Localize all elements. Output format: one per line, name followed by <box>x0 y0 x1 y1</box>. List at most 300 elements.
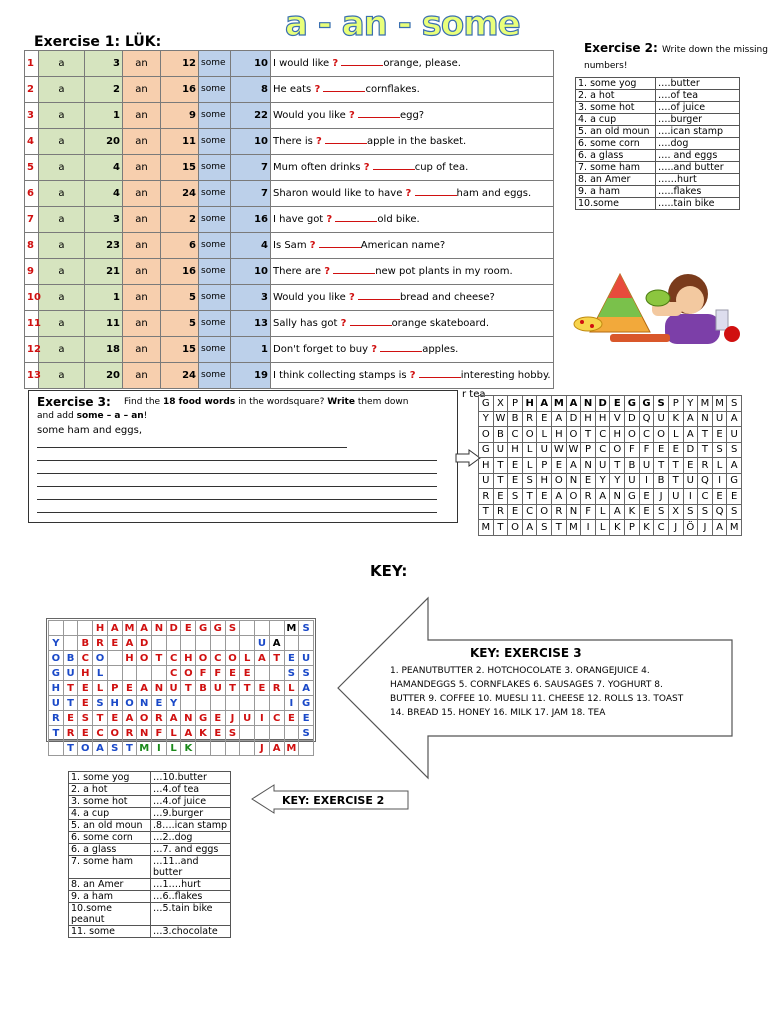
letter-cell[interactable]: R <box>493 504 508 520</box>
letter-cell[interactable]: H <box>581 411 596 427</box>
letter-cell[interactable]: I <box>712 473 727 489</box>
letter-cell[interactable]: P <box>537 458 552 474</box>
letter-cell[interactable]: U <box>479 473 494 489</box>
letter-cell[interactable]: T <box>552 520 567 536</box>
word-end[interactable]: …..and butter <box>656 162 740 174</box>
letter-cell[interactable]: O <box>625 427 640 443</box>
letter-cell[interactable]: O <box>610 442 625 458</box>
letter-cell[interactable]: L <box>522 442 537 458</box>
letter-cell[interactable]: S <box>508 489 523 505</box>
letter-cell[interactable]: P <box>581 442 596 458</box>
sentence-start: I think collecting stamps is <box>273 370 407 381</box>
letter-cell[interactable]: Y <box>610 473 625 489</box>
letter-cell[interactable]: W <box>566 442 581 458</box>
letter-cell[interactable]: X <box>493 396 508 412</box>
answer-blank[interactable] <box>415 188 457 196</box>
word-end[interactable]: ….burger <box>656 114 740 126</box>
letter-cell[interactable]: L <box>522 458 537 474</box>
letter-cell[interactable]: H <box>508 442 523 458</box>
letter-cell[interactable]: E <box>552 458 567 474</box>
word-end[interactable]: ….ican stamp <box>656 126 740 138</box>
letter-cell[interactable]: M <box>479 520 494 536</box>
letter-cell[interactable]: T <box>522 489 537 505</box>
letter-cell[interactable]: B <box>625 458 640 474</box>
letter-cell[interactable]: E <box>508 504 523 520</box>
answer-line[interactable] <box>37 512 437 513</box>
answer-blank[interactable] <box>373 162 415 170</box>
letter-cell[interactable]: U <box>668 489 683 505</box>
option-a-number: 3 <box>85 207 123 233</box>
letter-cell[interactable]: U <box>639 458 654 474</box>
word-end[interactable]: …..flakes <box>656 186 740 198</box>
letter-cell[interactable]: X <box>668 504 683 520</box>
word-end[interactable]: …3.chocolate <box>151 926 231 938</box>
letter-cell[interactable]: A <box>537 396 552 412</box>
key-letter-cell: L <box>284 681 299 696</box>
letter-cell[interactable]: D <box>595 396 610 412</box>
sentence-end: apple in the basket. <box>367 136 467 147</box>
answer-blank[interactable] <box>419 370 461 378</box>
letter-cell[interactable]: C <box>654 520 669 536</box>
letter-cell[interactable]: T <box>493 473 508 489</box>
word-end[interactable]: …. and eggs <box>656 150 740 162</box>
letter-cell[interactable]: H <box>479 458 494 474</box>
letter-cell[interactable]: H <box>595 411 610 427</box>
key-letter-cell <box>152 666 167 681</box>
sentence-end: interesting hobby. <box>460 370 551 381</box>
letter-cell[interactable]: W <box>552 442 567 458</box>
option-a-number: 2 <box>85 77 123 103</box>
exercise2-instruction: Write down the missing numbers! <box>584 45 768 71</box>
letter-cell[interactable]: N <box>698 411 713 427</box>
letter-cell[interactable]: M <box>698 396 713 412</box>
letter-cell[interactable]: A <box>566 396 581 412</box>
key-letter-cell: S <box>225 621 240 636</box>
letter-cell[interactable]: F <box>581 504 596 520</box>
option-an-number: 5 <box>161 311 199 337</box>
letter-cell[interactable]: K <box>610 520 625 536</box>
exercise1-row <box>25 155 554 181</box>
word-start: 6. some corn <box>69 832 151 844</box>
key-letter-cell: R <box>93 636 108 651</box>
wordsearch-row <box>479 489 742 505</box>
letter-cell[interactable]: J <box>668 520 683 536</box>
letter-cell[interactable]: O <box>552 473 567 489</box>
key-letter-cell: S <box>225 726 240 741</box>
letter-cell[interactable]: E <box>508 473 523 489</box>
key-letter-cell: G <box>299 696 314 711</box>
key-letter-cell <box>299 741 314 756</box>
letter-cell[interactable]: C <box>595 427 610 443</box>
option-an: an <box>123 155 161 181</box>
pair-row <box>69 856 231 879</box>
answer-blank[interactable] <box>325 136 367 144</box>
letter-cell[interactable]: O <box>566 489 581 505</box>
letter-cell[interactable]: A <box>522 520 537 536</box>
letter-cell[interactable]: I <box>683 489 698 505</box>
letter-cell[interactable]: D <box>683 442 698 458</box>
letter-cell[interactable]: U <box>537 442 552 458</box>
exercise1-row <box>25 181 554 207</box>
letter-cell[interactable]: T <box>698 427 713 443</box>
letter-cell[interactable]: U <box>683 473 698 489</box>
letter-cell[interactable]: A <box>552 411 567 427</box>
word-end[interactable]: …5.tain bike <box>151 903 231 926</box>
letter-cell[interactable]: G <box>639 396 654 412</box>
letter-cell[interactable]: O <box>508 520 523 536</box>
option-some-number: 19 <box>231 363 271 389</box>
letter-cell[interactable]: T <box>668 458 683 474</box>
row-number: 5 <box>25 155 39 181</box>
answer-blank[interactable] <box>319 240 361 248</box>
letter-cell[interactable]: S <box>698 504 713 520</box>
letter-cell[interactable]: P <box>625 520 640 536</box>
answer-blank[interactable] <box>323 84 365 92</box>
letter-cell[interactable]: I <box>639 473 654 489</box>
letter-cell[interactable]: I <box>581 520 596 536</box>
word-end[interactable]: …1….hurt <box>151 879 231 891</box>
answer-blank[interactable] <box>335 214 377 222</box>
letter-cell[interactable]: T <box>581 427 596 443</box>
word-end[interactable]: …11..and butter <box>151 856 231 879</box>
letter-cell[interactable]: D <box>625 411 640 427</box>
answer-blank[interactable] <box>350 318 392 326</box>
letter-cell[interactable]: L <box>595 520 610 536</box>
exercise1-row <box>25 51 554 77</box>
letter-cell[interactable]: T <box>493 520 508 536</box>
letter-cell[interactable]: B <box>493 427 508 443</box>
key-letter-cell <box>269 621 284 636</box>
key-letter-cell <box>196 696 211 711</box>
letter-cell[interactable]: R <box>552 504 567 520</box>
letter-cell[interactable]: D <box>566 411 581 427</box>
sentence-end: ham and eggs. <box>456 188 532 199</box>
key-letter-cell <box>107 651 122 666</box>
letter-cell[interactable]: E <box>668 442 683 458</box>
letter-cell[interactable]: S <box>654 396 669 412</box>
word-end[interactable]: .8….ican stamp <box>151 820 231 832</box>
letter-cell[interactable]: O <box>654 427 669 443</box>
letter-cell[interactable]: O <box>566 427 581 443</box>
key-letter-cell: O <box>196 651 211 666</box>
letter-cell[interactable]: E <box>610 396 625 412</box>
letter-cell[interactable]: S <box>727 504 742 520</box>
letter-cell[interactable]: C <box>698 489 713 505</box>
letter-cell[interactable]: G <box>625 396 640 412</box>
letter-cell[interactable]: H <box>522 396 537 412</box>
letter-cell[interactable]: J <box>698 520 713 536</box>
word-end[interactable]: …..tain bike <box>656 198 740 210</box>
key-letter-cell: N <box>137 726 152 741</box>
option-an: an <box>123 129 161 155</box>
letter-cell[interactable]: M <box>566 520 581 536</box>
letter-cell[interactable]: U <box>654 411 669 427</box>
option-an: an <box>123 103 161 129</box>
letter-cell[interactable]: A <box>712 520 727 536</box>
option-an-number: 12 <box>161 51 199 77</box>
letter-cell[interactable]: L <box>668 427 683 443</box>
exercise3-instruction <box>124 397 409 407</box>
letter-cell[interactable]: S <box>712 442 727 458</box>
key-letter-cell: A <box>122 636 137 651</box>
letter-cell[interactable]: T <box>668 473 683 489</box>
letter-cell[interactable]: H <box>552 427 567 443</box>
letter-cell[interactable]: R <box>698 458 713 474</box>
pair-row <box>576 162 740 174</box>
letter-cell[interactable]: E <box>493 489 508 505</box>
letter-cell[interactable]: Q <box>712 504 727 520</box>
key-letter-cell: E <box>284 651 299 666</box>
answer-blank[interactable] <box>358 292 400 300</box>
key-letter-cell: M <box>284 621 299 636</box>
option-some: some <box>199 363 231 389</box>
sentence <box>271 233 554 259</box>
wordsearch-row <box>479 411 742 427</box>
sentence-end: orange skateboard. <box>391 318 490 329</box>
letter-cell[interactable]: Q <box>639 411 654 427</box>
letter-cell[interactable]: L <box>595 504 610 520</box>
letter-cell[interactable]: R <box>581 489 596 505</box>
key-exercise3-answers: 1. PEANUTBUTTER 2. HOTCHOCOLATE 3. ORANGEJUICE 4. HAMANDEGGS 5. CORNFLAKES 6. SAUSAGES 7. YOGHURT 8. BUTTER 9. COFFEE 10. MUESLI 11. CHEESE 12. ROLLS 13. TOAST 14. BREAD 15. HONEY 16. MILK 17. JAM 18. TEA <box>390 666 684 718</box>
letter-cell[interactable]: J <box>654 489 669 505</box>
exercise1-row <box>25 285 554 311</box>
option-an: an <box>123 337 161 363</box>
letter-cell[interactable]: N <box>610 489 625 505</box>
key-letter-cell: O <box>181 666 196 681</box>
answer-line[interactable] <box>37 499 437 500</box>
letter-cell[interactable]: E <box>639 489 654 505</box>
option-an: an <box>123 207 161 233</box>
word-end[interactable]: …6..flakes <box>151 891 231 903</box>
letter-cell[interactable]: N <box>581 458 596 474</box>
letter-cell[interactable]: A <box>610 504 625 520</box>
letter-cell[interactable]: B <box>508 411 523 427</box>
letter-cell[interactable]: G <box>479 442 494 458</box>
option-an: an <box>123 285 161 311</box>
key-letter-cell: M <box>122 621 137 636</box>
letter-cell[interactable]: E <box>537 489 552 505</box>
letter-cell[interactable]: A <box>566 458 581 474</box>
key-letter-cell <box>181 696 196 711</box>
option-a: a <box>39 363 85 389</box>
letter-cell[interactable]: K <box>625 504 640 520</box>
key-grid-row <box>49 666 314 681</box>
key-letter-cell: A <box>166 711 181 726</box>
answer-blank[interactable] <box>333 266 375 274</box>
key-letter-cell <box>225 636 240 651</box>
word-start: 5. an old moun <box>576 126 656 138</box>
letter-cell[interactable]: C <box>595 442 610 458</box>
letter-cell[interactable]: Ö <box>683 520 698 536</box>
letter-cell[interactable]: R <box>522 411 537 427</box>
letter-cell[interactable]: S <box>522 473 537 489</box>
instr-part: 18 food words <box>162 397 236 407</box>
pair-row <box>69 891 231 903</box>
word-start: 1. some yog <box>576 78 656 90</box>
option-a: a <box>39 337 85 363</box>
key-letter-cell: L <box>93 681 108 696</box>
letter-cell[interactable]: S <box>683 504 698 520</box>
word-end[interactable]: …7. and eggs <box>151 844 231 856</box>
wordsearch-row <box>479 427 742 443</box>
key-letter-cell: F <box>196 666 211 681</box>
letter-cell[interactable]: F <box>639 442 654 458</box>
letter-cell[interactable]: Q <box>698 473 713 489</box>
letter-cell[interactable]: T <box>654 458 669 474</box>
answer-line[interactable] <box>37 460 437 461</box>
letter-cell[interactable]: U <box>625 473 640 489</box>
option-an-number: 6 <box>161 233 199 259</box>
letter-cell[interactable]: H <box>537 473 552 489</box>
word-start: 2. a hot <box>69 784 151 796</box>
letter-cell[interactable]: E <box>537 411 552 427</box>
letter-cell[interactable]: Y <box>683 396 698 412</box>
letter-cell[interactable]: S <box>537 520 552 536</box>
sentence-start: Would you like <box>273 292 346 303</box>
letter-cell[interactable]: A <box>727 411 742 427</box>
letter-cell[interactable]: U <box>493 442 508 458</box>
letter-cell[interactable]: Y <box>479 411 494 427</box>
sentence <box>271 51 554 77</box>
exercise2-table <box>575 77 740 210</box>
letter-cell[interactable]: M <box>552 396 567 412</box>
letter-cell[interactable]: K <box>668 411 683 427</box>
overflow-text: r tea <box>462 389 486 400</box>
letter-cell[interactable]: O <box>522 427 537 443</box>
row-number: 13 <box>25 363 39 389</box>
letter-cell[interactable]: A <box>683 411 698 427</box>
letter-cell[interactable]: L <box>712 458 727 474</box>
key-letter-cell: E <box>78 696 93 711</box>
pair-row <box>69 832 231 844</box>
letter-cell[interactable]: M <box>727 520 742 536</box>
word-end[interactable]: ….dog <box>656 138 740 150</box>
key-letter-cell: O <box>137 651 152 666</box>
letter-cell[interactable]: W <box>493 411 508 427</box>
key-letter-cell: I <box>152 741 167 756</box>
word-start: 7. some ham <box>69 856 151 879</box>
key-grid-row <box>49 711 314 726</box>
letter-cell[interactable]: E <box>683 458 698 474</box>
option-a-number: 1 <box>85 103 123 129</box>
letter-cell[interactable]: U <box>595 458 610 474</box>
letter-cell[interactable]: N <box>581 396 596 412</box>
sentence-end: apples. <box>422 344 459 355</box>
letter-cell[interactable]: T <box>698 442 713 458</box>
letter-cell[interactable]: E <box>581 473 596 489</box>
option-some: some <box>199 285 231 311</box>
letter-cell[interactable]: U <box>712 411 727 427</box>
letter-cell[interactable]: P <box>668 396 683 412</box>
letter-cell[interactable]: E <box>727 489 742 505</box>
letter-cell[interactable]: S <box>654 504 669 520</box>
sentence-start: Mum often drinks <box>273 162 361 173</box>
letter-cell[interactable]: V <box>610 411 625 427</box>
letter-cell[interactable]: M <box>712 396 727 412</box>
option-some-number: 16 <box>231 207 271 233</box>
letter-cell[interactable]: L <box>537 427 552 443</box>
letter-cell[interactable]: S <box>727 442 742 458</box>
option-a-number: 18 <box>85 337 123 363</box>
key-letter-cell: S <box>78 711 93 726</box>
letter-cell[interactable]: C <box>639 427 654 443</box>
word-end[interactable]: …2..dog <box>151 832 231 844</box>
exercise1-row <box>25 363 554 389</box>
key-letter-cell: G <box>210 621 225 636</box>
word-end[interactable]: ….butter <box>656 78 740 90</box>
sentence <box>271 207 554 233</box>
letter-cell[interactable]: G <box>479 396 494 412</box>
word-end[interactable]: …9.burger <box>151 808 231 820</box>
letter-cell[interactable]: N <box>566 504 581 520</box>
answer-line[interactable] <box>37 473 437 474</box>
answer-blank[interactable] <box>358 110 400 118</box>
letter-cell[interactable]: S <box>727 396 742 412</box>
key-grid-row <box>49 651 314 666</box>
letter-cell[interactable]: T <box>479 504 494 520</box>
letter-cell[interactable]: C <box>508 427 523 443</box>
letter-cell[interactable]: E <box>712 489 727 505</box>
question-mark: ? <box>332 58 339 69</box>
letter-cell[interactable]: Y <box>595 473 610 489</box>
answer-blank[interactable] <box>341 58 383 66</box>
letter-cell[interactable]: G <box>727 473 742 489</box>
option-some-number: 3 <box>231 285 271 311</box>
letter-cell[interactable]: R <box>479 489 494 505</box>
sentence <box>271 155 554 181</box>
letter-cell[interactable]: A <box>595 489 610 505</box>
letter-cell[interactable]: T <box>610 458 625 474</box>
letter-cell[interactable]: A <box>683 427 698 443</box>
letter-cell[interactable]: F <box>625 442 640 458</box>
letter-cell[interactable]: T <box>493 458 508 474</box>
instr-part: ! <box>143 411 148 421</box>
letter-cell[interactable]: G <box>625 489 640 505</box>
letter-cell[interactable]: A <box>727 458 742 474</box>
letter-cell[interactable]: E <box>712 427 727 443</box>
word-end[interactable]: ….of juice <box>656 102 740 114</box>
letter-cell[interactable]: K <box>639 520 654 536</box>
answer-line[interactable] <box>37 447 347 448</box>
word-end[interactable]: …10.butter <box>151 772 231 784</box>
letter-cell[interactable]: O <box>479 427 494 443</box>
word-end[interactable]: …4.of juice <box>151 796 231 808</box>
word-end[interactable]: ……hurt <box>656 174 740 186</box>
letter-cell[interactable]: N <box>566 473 581 489</box>
letter-cell[interactable]: O <box>537 504 552 520</box>
letter-cell[interactable]: E <box>639 504 654 520</box>
answer-blank[interactable] <box>380 344 422 352</box>
letter-cell[interactable]: U <box>727 427 742 443</box>
key-letter-cell: R <box>152 711 167 726</box>
key-letter-cell: C <box>166 651 181 666</box>
letter-cell[interactable]: C <box>522 504 537 520</box>
letter-cell[interactable]: B <box>654 473 669 489</box>
answer-line[interactable] <box>37 486 437 487</box>
letter-cell[interactable]: A <box>552 489 567 505</box>
letter-cell[interactable]: E <box>508 458 523 474</box>
option-some-number: 7 <box>231 155 271 181</box>
sentence <box>271 259 554 285</box>
option-some: some <box>199 207 231 233</box>
pair-row <box>576 138 740 150</box>
letter-cell[interactable]: P <box>508 396 523 412</box>
word-end[interactable]: …4.of tea <box>151 784 231 796</box>
word-end[interactable]: ….of tea <box>656 90 740 102</box>
letter-cell[interactable]: E <box>654 442 669 458</box>
sentence-start: I would like <box>273 58 330 69</box>
letter-cell[interactable]: H <box>610 427 625 443</box>
